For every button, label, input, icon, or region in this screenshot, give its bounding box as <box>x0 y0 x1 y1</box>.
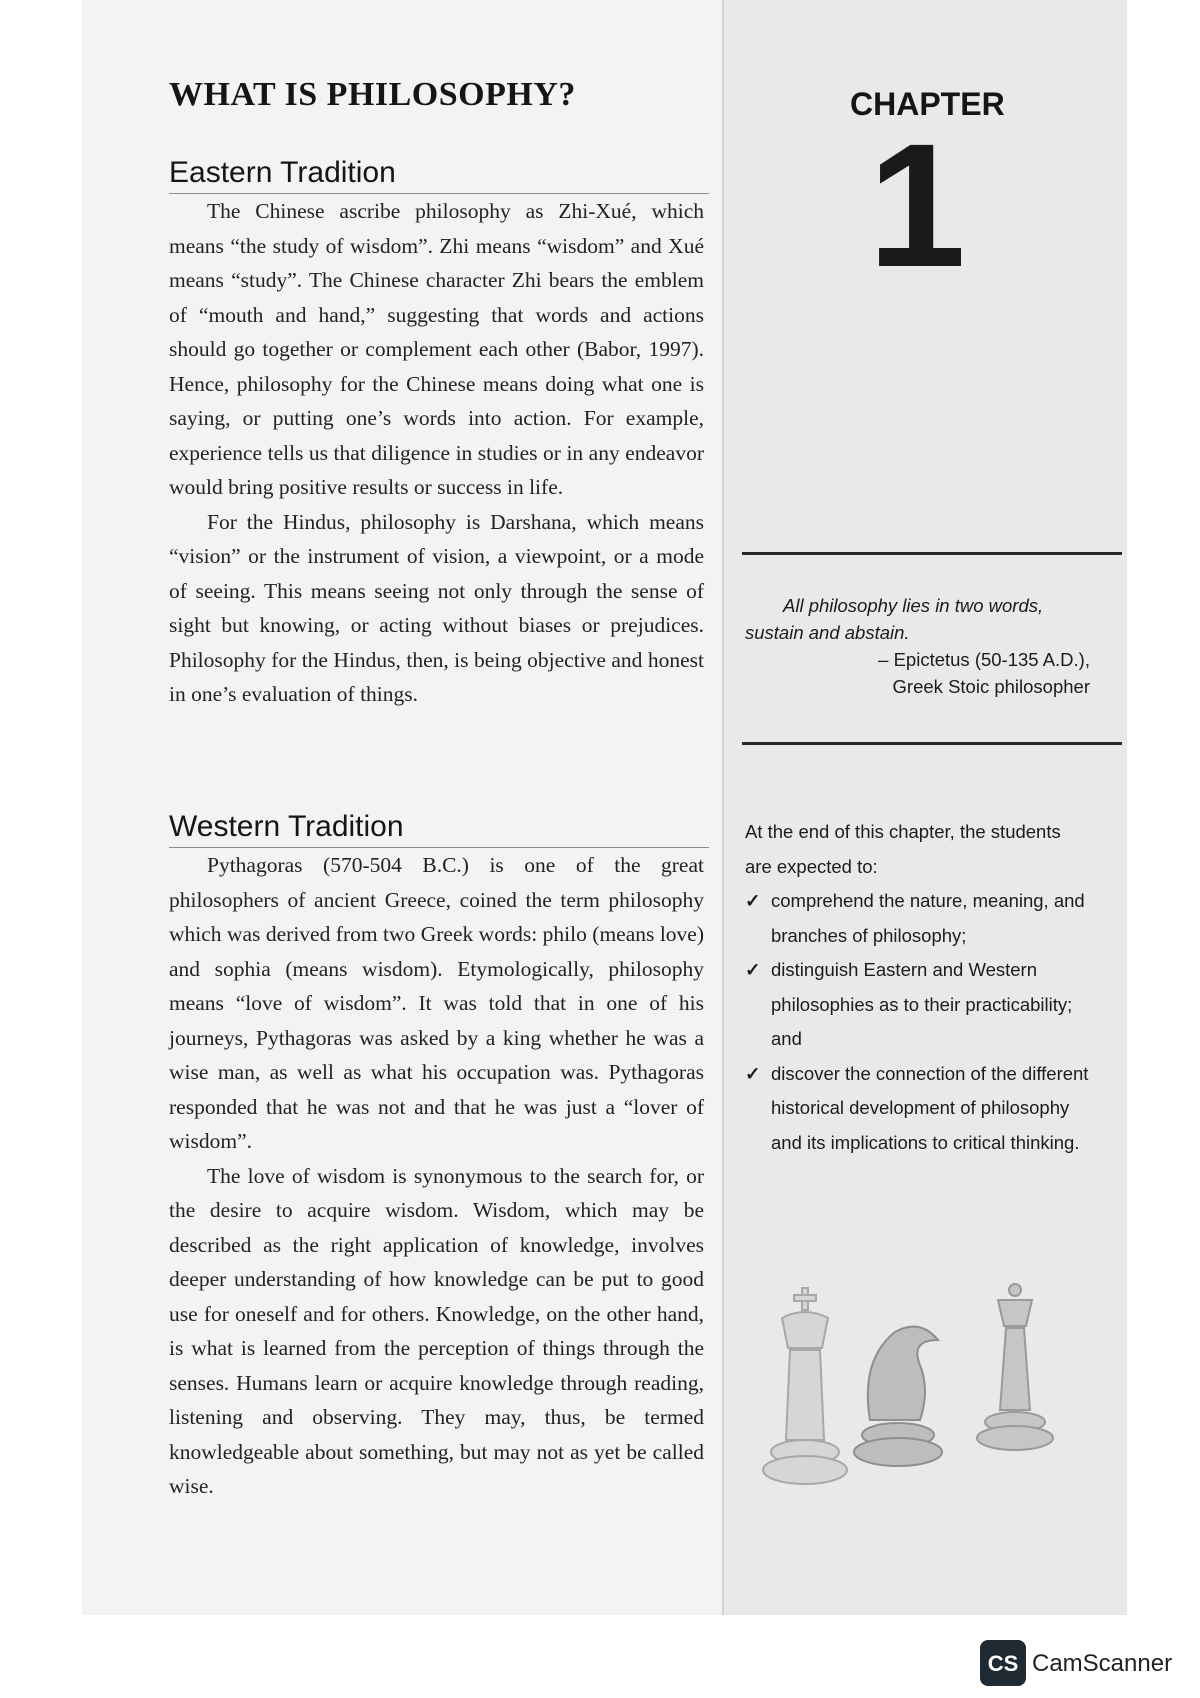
checkmark-icon: ✓ <box>745 1062 761 1084</box>
western-body <box>169 848 704 1504</box>
objectives-intro: At the end of this chapter, the students are expected to: <box>745 821 1061 877</box>
western-paragraph: Pythagoras (570-504 B.C.) is one of the great philosophers of ancient Greece, coined the term philosophy which was derived from two Greek words: philo (means love) and sophia (means wisdom). Etymologically, philosophy means “love of wisdom”. It was told that in one of his journeys, Pythagoras was asked by a king whether he was a wise man, as well as what his occupation was. Pythagoras responded that he was not and that he was just a “lover of wisdom”. <box>169 853 704 1153</box>
objective-text: discover the connection of the different historical development of philosophy and its implications to critical thinking. <box>771 1062 1089 1153</box>
quote-rule-bottom <box>742 742 1122 745</box>
epigraph-author: – Epictetus (50-135 A.D.), <box>878 649 1090 670</box>
objective-text: comprehend the nature, meaning, and branches of philosophy; <box>771 890 1085 946</box>
objective-item <box>745 1057 1090 1161</box>
quote-rule-top <box>742 552 1122 555</box>
chess-king-icon <box>763 1288 847 1484</box>
western-heading: Western Tradition <box>169 810 709 848</box>
checkmark-icon: ✓ <box>745 890 761 911</box>
camscanner-watermark: CamScanner <box>1032 1650 1173 1677</box>
epigraph-text: All philosophy lies in two words, sustain and abstain. <box>745 595 1044 643</box>
objective-item <box>745 884 1090 953</box>
western-paragraph: The love of wisdom is synonymous to the search for, or the desire to acquire wisdom. Wisdom, which may be described as the right application of knowledge, involves deeper understanding of how knowledge can be put to good use for oneself and for others. Knowledge, on the other hand, is what is learned from the perception of things through the senses. Humans learn or acquire knowledge through reading, listening and observing. They may, thus, be termed knowledgeable about something, but may not as yet be called wise. <box>169 1163 704 1498</box>
learning-objectives <box>745 815 1090 1160</box>
objective-text: distinguish Eastern and Western philosophies as to their practicability; and <box>771 959 1073 1049</box>
camscanner-logo-icon <box>980 1640 1026 1686</box>
epigraph <box>745 592 1090 700</box>
chess-knight-icon <box>854 1327 942 1466</box>
eastern-paragraph: The Chinese ascribe philosophy as Zhi-Xué, which means “the study of wisdom”. Zhi means “wisdom” and Xué means “study”. The Chinese character Zhi bears the emblem of “mouth and hand,” suggesting that words and actions should go together or complement each other (Babor, 1997). Hence, philosophy for the Chinese means doing what one is saying, or putting one’s words into action. For example, experience tells us that diligence in studies or in any endeavor would bring positive results or success in life. <box>169 199 704 499</box>
chess-pieces-illustration <box>760 1270 1090 1530</box>
chapter-label: CHAPTER <box>850 86 1005 122</box>
eastern-paragraph: For the Hindus, philosophy is Darshana, which means “vision” or the instrument of vision, a viewpoint, or a mode of seeing. This means seeing not only through the sense of sight but knowing, or acting without biases or prejudices. Philosophy for the Hindus, then, is being objective and honest in one’s evaluation of things. <box>169 509 704 706</box>
eastern-heading: Eastern Tradition <box>169 156 709 194</box>
chess-queen-icon <box>977 1284 1053 1450</box>
objective-item <box>745 953 1090 1057</box>
checkmark-icon: ✓ <box>745 959 761 980</box>
eastern-body <box>169 194 704 712</box>
epigraph-role: Greek Stoic philosopher <box>892 676 1090 697</box>
chapter-number: 1 <box>868 108 966 304</box>
svg-text:CS: CS <box>987 1651 1019 1676</box>
page-title: WHAT IS PHILOSOPHY? <box>169 76 576 113</box>
